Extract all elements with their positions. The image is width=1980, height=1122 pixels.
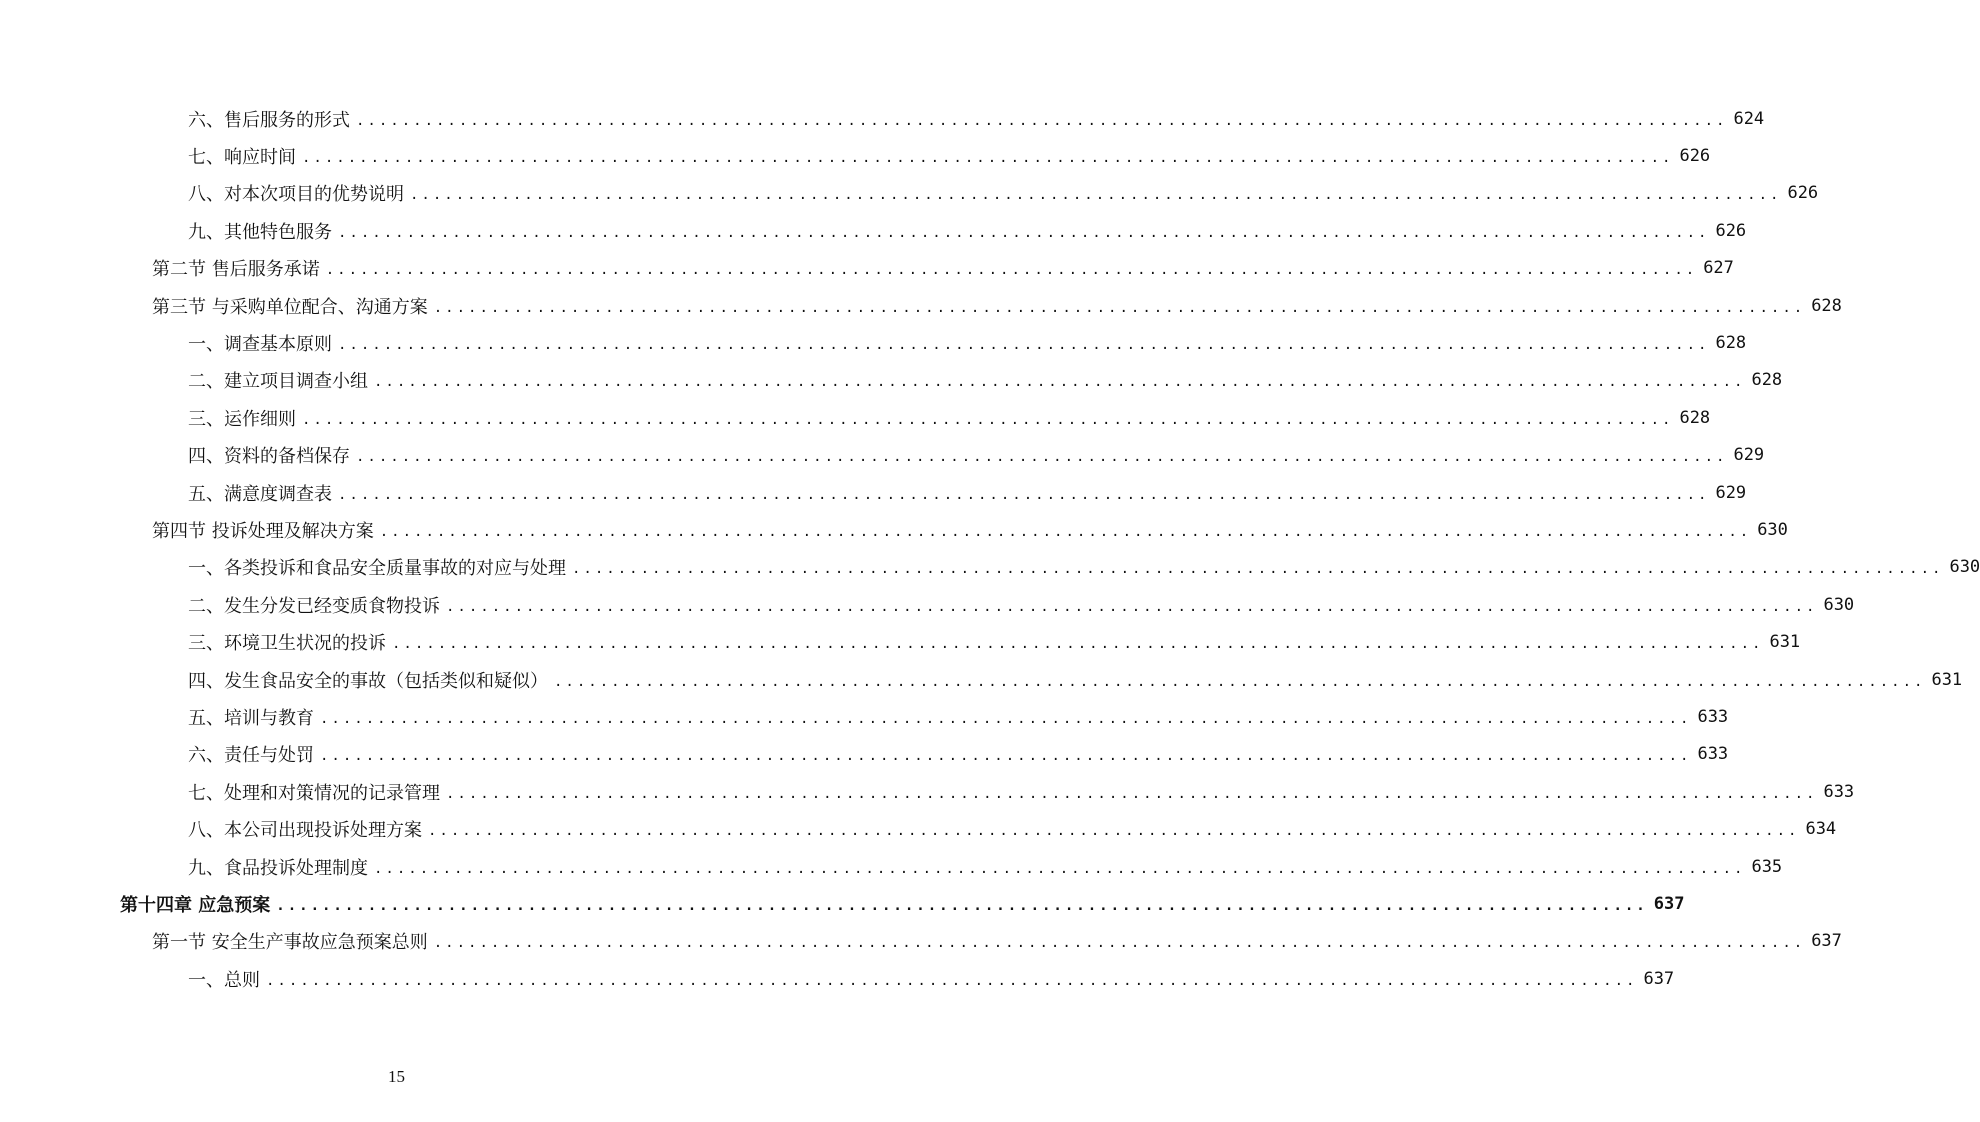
toc-entry-page: 637	[1811, 931, 1842, 952]
toc-entry[interactable]	[0, 175, 1819, 212]
toc-entry-page: 628	[1679, 407, 1711, 428]
toc-entry-title: 四、发生食品安全的事故（包括类似和疑似）	[188, 670, 548, 692]
toc-dot-leader: ........................................................................................................................	[338, 337, 1710, 354]
toc-entry[interactable]	[0, 885, 1685, 922]
toc-dot-leader: ........................................................................................................................	[428, 823, 1800, 840]
toc-entry-title: 七、处理和对策情况的记录管理	[188, 782, 440, 804]
toc-entry-page: 634	[1805, 819, 1837, 840]
toc-dot-leader: ........................................................................................................................	[338, 486, 1710, 503]
toc-dot-leader: ........................................................................................................................	[410, 187, 1782, 204]
toc-entry-title: 九、食品投诉处理制度	[188, 857, 368, 879]
toc-dot-leader: ........................................................................................................................	[320, 748, 1692, 765]
toc-entry[interactable]	[0, 399, 1711, 436]
toc-entry-page: 633	[1697, 706, 1729, 727]
toc-entry[interactable]	[0, 549, 1980, 586]
toc-entry-title: 一、各类投诉和食品安全质量事故的对应与处理	[188, 558, 566, 580]
toc-dot-leader: ........................................................................................................................	[572, 561, 1944, 578]
toc-entry-title: 四、资料的备档保存	[188, 446, 350, 468]
toc-dot-leader: ........................................................................................................................	[266, 972, 1638, 989]
table-of-contents	[0, 100, 1980, 997]
toc-dot-leader: ........................................................................................................................	[338, 224, 1710, 241]
toc-dot-leader: ........................................................................................................................	[379, 523, 1752, 540]
toc-entry-title: 二、建立项目调查小组	[188, 371, 368, 393]
toc-entry-page: 629	[1715, 482, 1747, 503]
toc-entry-title: 第二节 售后服务承诺	[152, 259, 320, 281]
toc-entry-title: 六、售后服务的形式	[188, 109, 350, 131]
toc-dot-leader: ........................................................................................................................	[302, 411, 1674, 428]
toc-entry[interactable]	[0, 586, 1855, 623]
toc-entry-page: 630	[1949, 557, 1980, 578]
toc-dot-leader: ........................................................................................................................	[356, 112, 1728, 129]
toc-entry-page: 631	[1931, 669, 1963, 690]
toc-entry-page: 630	[1823, 594, 1855, 615]
toc-dot-leader: ........................................................................................................................	[433, 935, 1806, 952]
toc-dot-leader: ........................................................................................................................	[276, 897, 1648, 914]
toc-entry-page: 633	[1823, 781, 1855, 802]
toc-entry-page: 633	[1697, 744, 1729, 765]
toc-dot-leader: ........................................................................................................................	[325, 262, 1698, 279]
toc-entry[interactable]	[0, 137, 1711, 174]
toc-entry-page: 624	[1733, 108, 1765, 129]
toc-entry-title: 三、运作细则	[188, 408, 296, 430]
toc-entry[interactable]	[0, 324, 1747, 361]
toc-entry-title: 一、调查基本原则	[188, 334, 332, 356]
toc-dot-leader: ........................................................................................................................	[392, 636, 1764, 653]
toc-entry-title: 五、培训与教育	[188, 707, 314, 729]
toc-entry-page: 628	[1811, 295, 1842, 316]
toc-entry[interactable]	[0, 698, 1729, 735]
toc-entry-page: 626	[1787, 183, 1819, 204]
toc-entry-title: 九、其他特色服务	[188, 221, 332, 243]
toc-entry[interactable]	[0, 511, 1788, 548]
toc-entry[interactable]	[0, 623, 1801, 660]
toc-entry[interactable]	[0, 960, 1675, 997]
toc-entry-page: 637	[1653, 893, 1685, 914]
toc-entry-title: 八、对本次项目的优势说明	[188, 184, 404, 206]
toc-entry-page: 627	[1703, 258, 1734, 279]
toc-entry-page: 628	[1715, 333, 1747, 354]
toc-entry-page: 630	[1757, 519, 1788, 540]
toc-dot-leader: ........................................................................................................................	[554, 673, 1926, 690]
toc-entry-page: 626	[1715, 220, 1747, 241]
toc-entry-page: 626	[1679, 146, 1711, 167]
toc-entry[interactable]	[0, 437, 1765, 474]
toc-entry[interactable]	[0, 848, 1783, 885]
toc-entry[interactable]	[0, 212, 1747, 249]
toc-entry[interactable]	[0, 474, 1747, 511]
toc-entry-title: 第十四章 应急预案	[120, 894, 271, 916]
toc-entry[interactable]	[0, 250, 1734, 287]
toc-dot-leader: ........................................................................................................................	[320, 710, 1692, 727]
toc-entry[interactable]	[0, 773, 1855, 810]
toc-entry[interactable]	[0, 100, 1765, 137]
toc-entry-title: 五、满意度调查表	[188, 483, 332, 505]
toc-entry-title: 第一节 安全生产事故应急预案总则	[152, 932, 428, 954]
toc-dot-leader: ........................................................................................................................	[446, 785, 1818, 802]
toc-entry-title: 第四节 投诉处理及解决方案	[152, 520, 374, 542]
toc-entry-page: 629	[1733, 445, 1765, 466]
toc-entry[interactable]	[0, 923, 1842, 960]
toc-dot-leader: ........................................................................................................................	[302, 150, 1674, 167]
toc-entry[interactable]	[0, 736, 1729, 773]
toc-entry[interactable]	[0, 810, 1837, 847]
toc-entry-title: 七、响应时间	[188, 147, 296, 169]
toc-entry[interactable]	[0, 287, 1842, 324]
toc-entry-title: 三、环境卫生状况的投诉	[188, 633, 386, 655]
toc-entry-title: 六、责任与处罚	[188, 745, 314, 767]
toc-dot-leader: ........................................................................................................................	[433, 299, 1806, 316]
toc-dot-leader: ........................................................................................................................	[374, 374, 1746, 391]
toc-entry-page: 635	[1751, 856, 1783, 877]
toc-dot-leader: ........................................................................................................................	[446, 598, 1818, 615]
toc-entry-title: 二、发生分发已经变质食物投诉	[188, 595, 440, 617]
toc-entry-page: 631	[1769, 632, 1801, 653]
page-number: 15	[388, 1067, 405, 1086]
toc-entry-title: 一、总则	[188, 969, 260, 991]
toc-entry-title: 八、本公司出现投诉处理方案	[188, 820, 422, 842]
toc-dot-leader: ........................................................................................................................	[374, 860, 1746, 877]
toc-entry-title: 第三节 与采购单位配合、沟通方案	[152, 296, 428, 318]
toc-entry-page: 628	[1751, 370, 1783, 391]
toc-entry-page: 637	[1643, 968, 1675, 989]
toc-dot-leader: ........................................................................................................................	[356, 449, 1728, 466]
toc-entry[interactable]	[0, 362, 1783, 399]
toc-entry[interactable]	[0, 661, 1963, 698]
